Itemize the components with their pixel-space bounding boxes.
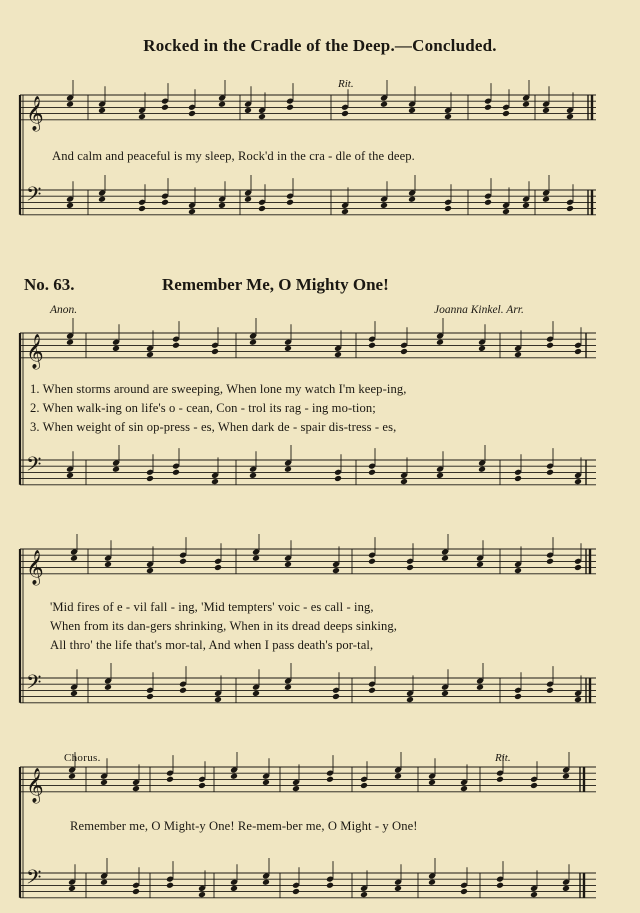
verse-line-1: 1. When storms around are sweeping, When lone my watch I'm keep-ing, (30, 382, 407, 396)
note-head (428, 879, 436, 886)
note-head (566, 205, 574, 212)
bass-clef: 𝄢 (26, 452, 42, 481)
lyrics-line: And calm and peaceful is my sleep, Rock'd in the cra - dle of the deep. (52, 149, 415, 163)
note-head (68, 773, 76, 780)
note-head (98, 107, 106, 114)
note-head (562, 773, 570, 780)
note-head (66, 339, 74, 346)
treble-clef: 𝄞 (26, 95, 44, 131)
note-head (100, 779, 108, 786)
verse-line-2: When from its dan-gers shrinking, When in its dread deeps sinking, (50, 619, 398, 633)
note-head (112, 345, 120, 352)
note-head (546, 687, 554, 694)
note-head (249, 472, 257, 479)
verse-line-3: 3. When weight of sin op-press - es, When dark de - spair dis-tress - es, (30, 420, 397, 434)
note-head (334, 475, 342, 482)
note-head (484, 104, 492, 111)
note-head (574, 478, 582, 485)
note-head (230, 773, 238, 780)
note-head (341, 110, 349, 117)
note-head (542, 196, 550, 203)
note-head (211, 478, 219, 485)
note-head (104, 561, 112, 568)
bass-clef: 𝄢 (26, 182, 42, 211)
treble-clef: 𝄞 (26, 549, 44, 585)
note-head (286, 104, 294, 111)
note-head (360, 782, 368, 789)
note-head (66, 202, 74, 209)
note-head (161, 199, 169, 206)
note-head (368, 687, 376, 694)
note-head (436, 339, 444, 346)
note-head (574, 696, 582, 703)
note-head (368, 558, 376, 565)
note-head (218, 101, 226, 108)
note-head (408, 107, 416, 114)
ritardando-mark: Rit. (338, 78, 354, 90)
note-head (502, 110, 510, 117)
words-credit: Anon. (50, 304, 78, 316)
note-head (100, 879, 108, 886)
note-head (460, 888, 468, 895)
note-head (530, 782, 538, 789)
note-head (258, 113, 266, 120)
note-head (394, 885, 402, 892)
note-head (258, 205, 266, 212)
note-head (284, 466, 292, 473)
note-head (341, 208, 349, 215)
note-head (66, 472, 74, 479)
note-head (408, 196, 416, 203)
note-head (368, 469, 376, 476)
chorus-label: Chorus. (64, 752, 101, 764)
note-head (112, 466, 120, 473)
note-head (286, 199, 294, 206)
note-head (380, 202, 388, 209)
note-head (478, 466, 486, 473)
note-head (172, 342, 180, 349)
verse-line-2: 2. When walk-ing on life's o - cean, Con - trol its rag - ing mo-tion; (30, 401, 376, 415)
bass-clef: 𝄢 (26, 865, 42, 894)
note-head (211, 348, 219, 355)
note-head (444, 205, 452, 212)
note-head (406, 696, 414, 703)
note-head (502, 208, 510, 215)
note-head (326, 882, 334, 889)
note-head (400, 348, 408, 355)
note-head (574, 348, 582, 355)
note-head (166, 882, 174, 889)
note-head (394, 773, 402, 780)
note-head (188, 110, 196, 117)
note-head (284, 345, 292, 352)
note-head (530, 891, 538, 898)
note-head (514, 475, 522, 482)
note-head (514, 693, 522, 700)
note-head (566, 113, 574, 120)
note-head (252, 555, 260, 562)
note-head (292, 785, 300, 792)
note-head (441, 555, 449, 562)
page-title: Rocked in the Cradle of the Deep.—Concluded. (143, 36, 497, 55)
note-head (188, 208, 196, 215)
note-head (546, 342, 554, 349)
note-head (484, 199, 492, 206)
note-head (574, 564, 582, 571)
note-head (214, 696, 222, 703)
note-head (146, 693, 154, 700)
note-head (514, 351, 522, 358)
bass-clef: 𝄢 (26, 670, 42, 699)
hymn-number: No. 63. (24, 275, 75, 294)
note-head (66, 101, 74, 108)
note-head (252, 690, 260, 697)
note-head (562, 885, 570, 892)
note-head (496, 882, 504, 889)
note-head (218, 202, 226, 209)
note-head (198, 891, 206, 898)
note-head (478, 345, 486, 352)
note-head (138, 113, 146, 120)
verse-line-1: 'Mid fires of e - vil fall - ing, 'Mid tempters' voic - es call - ing, (50, 600, 374, 614)
treble-clef: 𝄞 (26, 333, 44, 369)
note-head (262, 879, 270, 886)
note-head (172, 469, 180, 476)
note-head (230, 885, 238, 892)
note-head (198, 782, 206, 789)
note-head (360, 891, 368, 898)
music-credit: Joanna Kinkel. Arr. (434, 304, 524, 316)
note-head (244, 196, 252, 203)
note-head (460, 785, 468, 792)
note-head (146, 351, 154, 358)
note-head (284, 684, 292, 691)
note-head (428, 779, 436, 786)
note-head (68, 885, 76, 892)
note-head (262, 779, 270, 786)
note-head (244, 107, 252, 114)
note-head (546, 558, 554, 565)
note-head (332, 693, 340, 700)
note-head (476, 684, 484, 691)
note-head (326, 776, 334, 783)
note-head (441, 690, 449, 697)
treble-clef: 𝄞 (26, 767, 44, 803)
note-head (444, 113, 452, 120)
lyrics-line: Remember me, O Might-y One! Re-mem-ber me, O Might - y One! (70, 819, 418, 833)
note-head (406, 564, 414, 571)
note-head (98, 196, 106, 203)
note-head (214, 564, 222, 571)
note-head (380, 101, 388, 108)
note-head (146, 567, 154, 574)
note-head (476, 561, 484, 568)
note-head (546, 469, 554, 476)
note-head (522, 202, 530, 209)
note-head (179, 687, 187, 694)
note-head (400, 478, 408, 485)
note-head (514, 567, 522, 574)
note-head (332, 567, 340, 574)
note-head (161, 104, 169, 111)
note-head (334, 351, 342, 358)
hymn-title: Remember Me, O Mighty One! (162, 275, 389, 294)
note-head (496, 776, 504, 783)
verse-line-3: All thro' the life that's mor-tal, And when I pass death's por-tal, (50, 638, 374, 652)
note-head (146, 475, 154, 482)
note-head (249, 339, 257, 346)
note-head (542, 107, 550, 114)
note-head (436, 472, 444, 479)
note-head (522, 101, 530, 108)
note-head (138, 205, 146, 212)
note-head (104, 684, 112, 691)
ritardando-mark: Rit. (495, 752, 511, 764)
note-head (292, 888, 300, 895)
note-head (368, 342, 376, 349)
note-head (166, 776, 174, 783)
note-head (179, 558, 187, 565)
note-head (284, 561, 292, 568)
note-head (70, 555, 78, 562)
note-head (132, 888, 140, 895)
note-head (70, 690, 78, 697)
note-head (132, 785, 140, 792)
